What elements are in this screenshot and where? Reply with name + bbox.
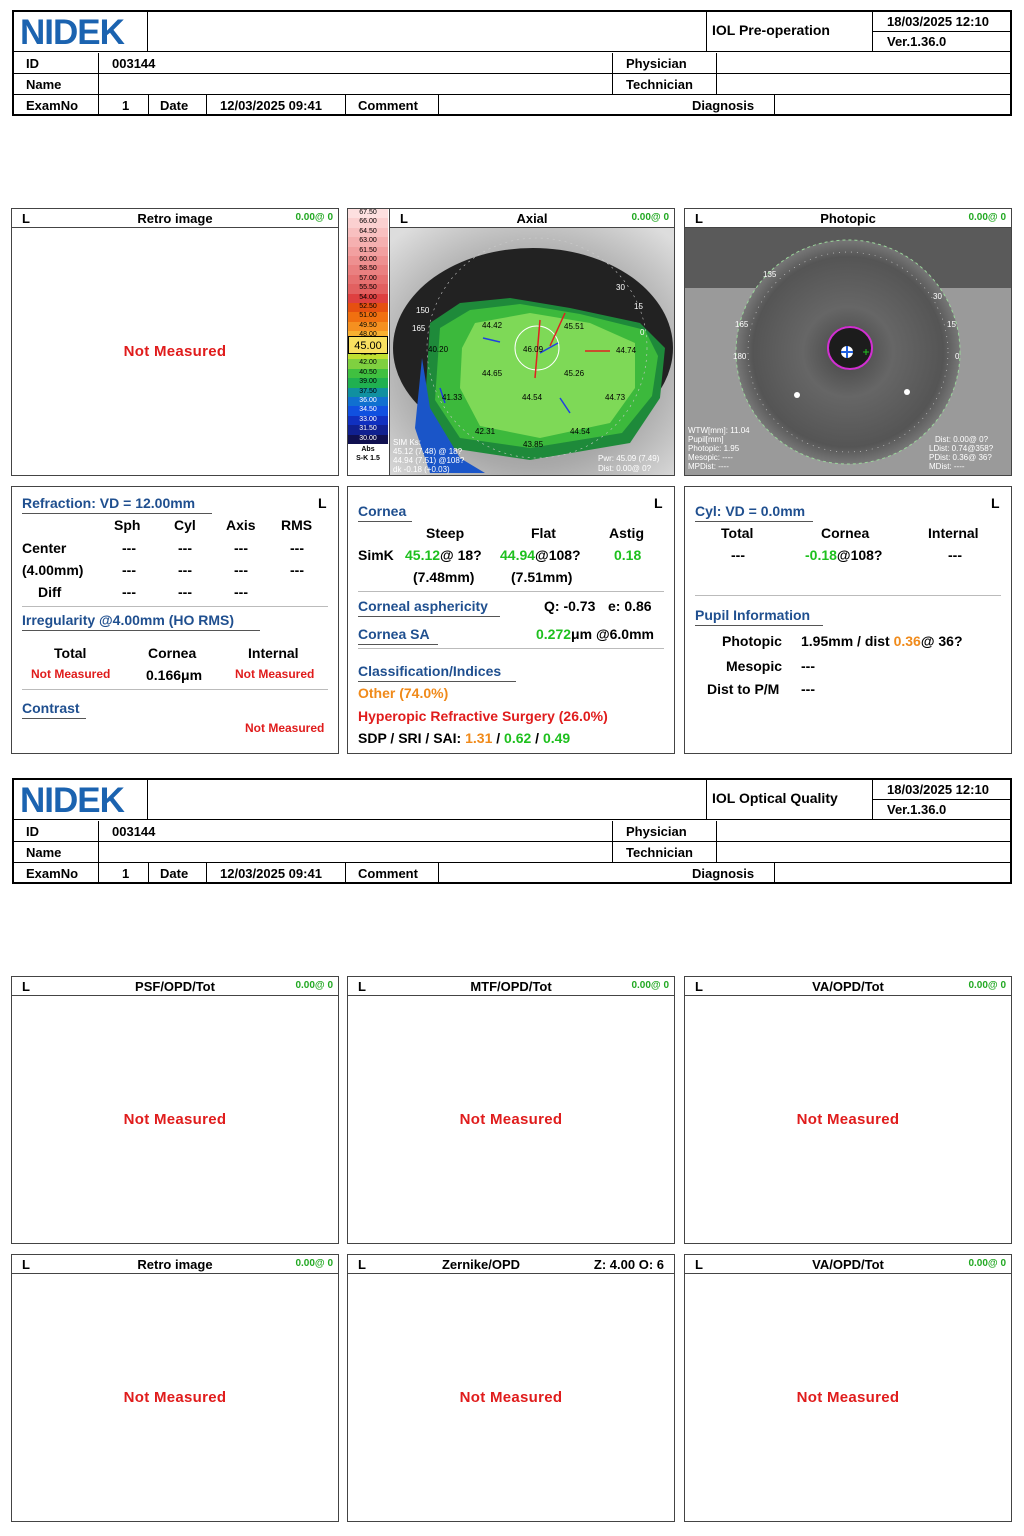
axis-label: 180	[733, 352, 747, 361]
date-label: Date	[160, 866, 189, 881]
map-value: 43.85	[523, 440, 544, 449]
contrast-value: Not Measured	[245, 721, 325, 735]
examno-label: ExamNo	[26, 866, 79, 881]
scale-step: 66.00	[348, 218, 388, 227]
cornea-sa-title: Cornea SA	[358, 626, 430, 642]
angle-badge: 0.00@	[631, 980, 661, 991]
map-value: 45.26	[564, 369, 585, 378]
cell: ---	[178, 540, 192, 556]
steep-mm: (7.48mm)	[413, 569, 475, 585]
nidek-logo	[14, 12, 148, 52]
scale-step: 33.00	[348, 416, 388, 425]
photopic-value: 1.95mm / dist	[801, 633, 890, 649]
scale-step: 42.00	[348, 359, 388, 368]
eye-label: L	[358, 1257, 366, 1272]
name-label: Name	[26, 845, 62, 860]
irr-col-internal: Internal	[248, 645, 299, 661]
comment-label: Comment	[358, 98, 418, 113]
q-value: Q: -0.73	[544, 598, 596, 614]
panel-title: Retro image	[137, 1257, 213, 1272]
cell: ---	[178, 562, 192, 578]
row-diff-label: Diff	[38, 584, 62, 600]
zernike-order: Z: 4.00 O: 6	[593, 1257, 664, 1272]
irr-internal-value: Not Measured	[235, 667, 315, 681]
scale-step: 34.50	[348, 406, 388, 415]
e-value: e: 0.86	[608, 598, 652, 614]
panel-title: PSF/OPD/Tot	[135, 979, 215, 994]
cell: ---	[234, 540, 248, 556]
technician-label: Technician	[626, 845, 693, 860]
axial-map-image	[390, 228, 674, 475]
id-value: 003144	[112, 56, 156, 71]
ldist-readout: LDist: 0.74@358?	[929, 444, 994, 453]
angle-badge: 0.00@	[295, 212, 325, 223]
angle-badge: 0.00@	[295, 1258, 325, 1269]
examno-value: 1	[122, 98, 130, 113]
mesopic-readout: Mesopic: ----	[688, 453, 733, 462]
date-value: 12/03/2025 09:41	[220, 98, 322, 113]
mesopic-value: ---	[801, 658, 815, 674]
cyl-total: ---	[731, 547, 745, 563]
report-title: IOL Pre-operation	[706, 12, 872, 52]
scale-step: 45.00	[348, 336, 388, 354]
nidek-logo	[14, 780, 148, 820]
eye-label: L	[400, 211, 408, 226]
wtw-readout: WTW[mm]: 11.04	[688, 426, 750, 435]
eye-label: L	[358, 979, 366, 994]
diagnosis-label: Diagnosis	[692, 866, 755, 881]
logo-text: NIDEK	[20, 13, 124, 52]
scale-step: 37.50	[348, 388, 388, 397]
report-version: Ver.1.36.0	[872, 32, 1010, 52]
map-value: 44.54	[570, 427, 591, 436]
col-rms: RMS	[281, 517, 313, 533]
examno-value: 1	[122, 866, 130, 881]
scale-step: 57.00	[348, 275, 388, 284]
scale-step: 40.50	[348, 369, 388, 378]
report-date: 18/03/2025 12:10	[872, 780, 1010, 800]
retro-image-panel	[11, 208, 339, 476]
dist-readout: Dist: 0.00@ 0?	[598, 464, 652, 473]
technician-label: Technician	[626, 77, 693, 92]
angle-badge-zero: 0	[1000, 980, 1006, 991]
not-measured-text: Not Measured	[459, 1111, 563, 1128]
cyl-title: Cyl: VD = 0.0mm	[695, 503, 806, 519]
flat-axis: @108?	[535, 547, 581, 563]
id-value: 003144	[112, 824, 156, 839]
sdp-value: 1.31	[465, 730, 493, 746]
panel-title: Zernike/OPD	[441, 1257, 521, 1272]
name-label: Name	[26, 77, 62, 92]
col-total: Total	[721, 525, 754, 541]
report-header-quality	[12, 778, 1012, 884]
map-value: 44.54	[522, 393, 543, 402]
col-cyl: Cyl	[174, 517, 196, 533]
not-measured-text: Not Measured	[123, 343, 227, 360]
angle-badge-zero: 0	[327, 980, 333, 991]
dist-pm-label: Dist to P/M	[707, 681, 780, 697]
mdist-readout: MDist: ----	[929, 462, 965, 471]
physician-label: Physician	[626, 56, 687, 71]
not-measured-text: Not Measured	[796, 1111, 900, 1128]
sim-k1: 45.12 (7.48) @ 18?	[393, 447, 463, 456]
row-center-label: Center	[22, 540, 67, 556]
col-steep: Steep	[426, 525, 465, 541]
scale-step: 31.50	[348, 425, 388, 434]
angle-badge-zero: 0	[663, 212, 669, 223]
steep-axis: @ 18?	[440, 547, 482, 563]
irr-total-value: Not Measured	[31, 667, 111, 681]
va-panel	[684, 976, 1012, 1244]
angle-badge-zero: 0	[1000, 1258, 1006, 1269]
dist-readout: Dist: 0.00@ 0?	[935, 435, 989, 444]
sa-value: 0.272	[536, 626, 572, 642]
pdist-readout: PDist: 0.36@ 36?	[929, 453, 992, 462]
astig-value: 0.18	[614, 547, 642, 563]
scale-step: 51.00	[348, 312, 388, 321]
angle-badge: 0.00@	[968, 980, 998, 991]
scale-step: 30.00	[348, 435, 388, 444]
flat-value: 44.94	[500, 547, 536, 563]
photopic-image	[685, 228, 1011, 475]
comment-label: Comment	[358, 866, 418, 881]
angle-badge-zero: 0	[327, 212, 333, 223]
scale-step: 49.50	[348, 322, 388, 331]
sa-unit: μm @6.0mm	[571, 626, 654, 642]
date-label: Date	[160, 98, 189, 113]
mesopic-label: Mesopic	[726, 658, 783, 674]
not-measured-text: Not Measured	[123, 1389, 227, 1406]
pwr-readout: Pwr: 45.09 (7.49)	[598, 454, 660, 463]
report-title: IOL Optical Quality	[706, 780, 872, 820]
sri-value: 0.62	[504, 730, 532, 746]
panel-title: Photopic	[820, 211, 876, 226]
sim-dk: dk -0.18 (+0.03)	[393, 465, 450, 474]
irr-cornea-value: 0.166μm	[146, 667, 203, 683]
eye-label: L	[22, 211, 30, 226]
cyl-cornea-axis: @108?	[836, 547, 883, 563]
examno-label: ExamNo	[26, 98, 79, 113]
slash: /	[535, 730, 540, 746]
slash: /	[496, 730, 501, 746]
map-value: 44.65	[482, 369, 503, 378]
eye-label: L	[318, 495, 327, 511]
sim-k2: 44.94 (7.51) @108?	[393, 456, 465, 465]
cell: ---	[234, 562, 248, 578]
id-label: ID	[26, 824, 39, 839]
cell: ---	[290, 540, 304, 556]
cell: ---	[178, 584, 192, 600]
scale-step: 39.00	[348, 378, 388, 387]
photopic-axis: @ 36?	[920, 633, 963, 649]
refraction-panel	[11, 486, 339, 754]
irr-col-total: Total	[54, 645, 87, 661]
dist-pm-value: ---	[801, 681, 815, 697]
cornea-title: Cornea	[358, 503, 407, 519]
physician-label: Physician	[626, 824, 687, 839]
col-sph: Sph	[114, 517, 141, 533]
flat-mm: (7.51mm)	[511, 569, 573, 585]
panel-title: MTF/OPD/Tot	[470, 979, 552, 994]
cell: ---	[122, 584, 136, 600]
scale-step: 52.50	[348, 303, 388, 312]
angle-badge: 0.00@	[295, 980, 325, 991]
cell: ---	[122, 562, 136, 578]
panel-title: Retro image	[137, 211, 213, 226]
pupil-readout: Pupil[mm]	[688, 435, 724, 444]
map-value: 44.73	[605, 393, 626, 402]
photopic-dist: 0.36	[893, 633, 921, 649]
cell: ---	[234, 584, 248, 600]
col-cornea: Cornea	[821, 525, 870, 541]
sim-label: SIM Ks:	[393, 438, 422, 447]
cell: ---	[290, 562, 304, 578]
diagnosis-label: Diagnosis	[692, 98, 755, 113]
axis-label: 135	[763, 270, 777, 279]
angle-badge-zero: 0	[663, 980, 669, 991]
sai-value: 0.49	[542, 730, 571, 746]
psf-panel	[11, 976, 339, 1244]
scale-step: 67.50	[348, 209, 388, 218]
va-panel-2	[684, 1254, 1012, 1522]
zernike-panel	[347, 1254, 675, 1522]
not-measured-text: Not Measured	[459, 1389, 563, 1406]
scale-step: 55.50	[348, 284, 388, 293]
eye-label: L	[22, 979, 30, 994]
map-value: 41.33	[442, 393, 463, 402]
report-date: 18/03/2025 12:10	[872, 12, 1010, 32]
panel-title: VA/OPD/Tot	[812, 979, 884, 994]
class-other: Other (74.0%)	[358, 685, 449, 701]
axis-label: 0	[955, 352, 960, 361]
eye-label: L	[991, 495, 1000, 511]
scale-step: 58.50	[348, 265, 388, 274]
photopic-label: Photopic	[722, 633, 782, 649]
not-measured-text: Not Measured	[796, 1389, 900, 1406]
scale-step: 36.00	[348, 397, 388, 406]
classification-title: Classification/Indices	[358, 663, 502, 679]
asphericity-title: Corneal asphericity	[358, 598, 488, 614]
axial-map-panel	[347, 208, 675, 476]
cyl-cornea-value: -0.18	[805, 547, 837, 563]
color-scale	[348, 209, 390, 475]
axis-label: 0	[640, 328, 645, 337]
photopic-readout: Photopic: 1.95	[688, 444, 740, 453]
mpdist-readout: MPDist: ----	[688, 462, 729, 471]
scale-step: 64.50	[348, 228, 388, 237]
map-value: 46.09	[523, 345, 544, 354]
map-value: 45.51	[564, 322, 585, 331]
scale-footer-abs: Abs	[361, 446, 375, 453]
axis-label: 30	[933, 292, 942, 301]
irr-col-cornea: Cornea	[148, 645, 197, 661]
id-label: ID	[26, 56, 39, 71]
scale-step: 61.50	[348, 247, 388, 256]
cyl-internal: ---	[948, 547, 962, 563]
eye-label: L	[695, 1257, 703, 1272]
eye-label: L	[695, 979, 703, 994]
irregularity-title: Irregularity @4.00mm (HO RMS)	[22, 612, 235, 628]
angle-badge-zero: 0	[1000, 212, 1006, 223]
cornea-panel	[347, 486, 675, 754]
map-value: 40.20	[428, 345, 449, 354]
logo-text: NIDEK	[20, 781, 124, 820]
eye-label: L	[22, 1257, 30, 1272]
col-astig: Astig	[609, 525, 644, 541]
map-value: 42.31	[475, 427, 496, 436]
not-measured-text: Not Measured	[123, 1111, 227, 1128]
angle-badge: 0.00@	[631, 212, 661, 223]
col-flat: Flat	[531, 525, 556, 541]
angle-badge: 0.00@	[968, 212, 998, 223]
axis-label: 165	[412, 324, 426, 333]
refraction-title: Refraction: VD = 12.00mm	[22, 495, 196, 511]
eye-label: L	[654, 495, 663, 511]
retro-image-panel-2	[11, 1254, 339, 1522]
mtf-panel	[347, 976, 675, 1244]
panel-title: Axial	[516, 211, 548, 226]
angle-badge: 0.00@	[968, 1258, 998, 1269]
indices-label: SDP / SRI / SAI:	[358, 730, 462, 746]
col-internal: Internal	[928, 525, 979, 541]
class-hyperopic: Hyperopic Refractive Surgery (26.0%)	[358, 708, 608, 724]
cell: ---	[122, 540, 136, 556]
scale-step: 60.00	[348, 256, 388, 265]
eye-label: L	[695, 211, 703, 226]
panel-title: VA/OPD/Tot	[812, 1257, 884, 1272]
axis-label: 15	[634, 302, 643, 311]
map-value: 44.42	[482, 321, 503, 330]
pupil-info-title: Pupil Information	[695, 607, 811, 623]
report-version: Ver.1.36.0	[872, 800, 1010, 820]
cyl-panel	[684, 486, 1012, 754]
contrast-title: Contrast	[22, 700, 80, 716]
col-axis: Axis	[226, 517, 256, 533]
scale-step: 54.00	[348, 294, 388, 303]
axis-label: 15	[947, 320, 956, 329]
axis-label: 165	[735, 320, 749, 329]
report-header-preop	[12, 10, 1012, 116]
photopic-panel	[684, 208, 1012, 476]
date-value: 12/03/2025 09:41	[220, 866, 322, 881]
simk-label: SimK	[358, 547, 394, 563]
scale-step: 63.00	[348, 237, 388, 246]
scale-footer-sk: S-K 1.5	[356, 455, 380, 462]
steep-value: 45.12	[405, 547, 441, 563]
angle-badge-zero: 0	[327, 1258, 333, 1269]
axis-label: 150	[416, 306, 430, 315]
map-value: 44.74	[616, 346, 637, 355]
row-4mm-label: (4.00mm)	[22, 562, 84, 578]
axis-label: 30	[616, 283, 625, 292]
